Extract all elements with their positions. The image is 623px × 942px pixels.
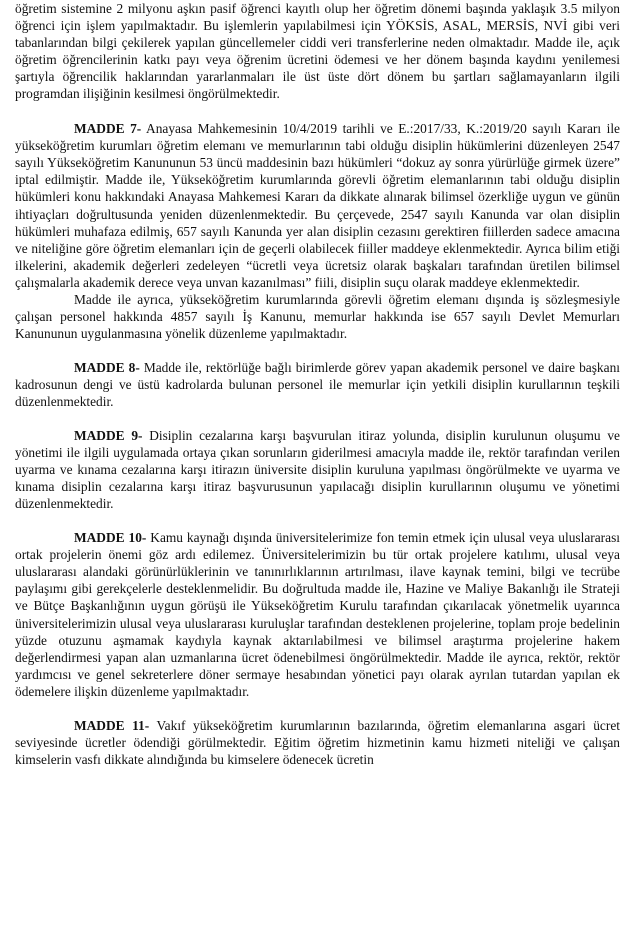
document-body xyxy=(15,0,621,768)
spacer xyxy=(42,410,620,427)
madde-10-heading: MADDE 10- xyxy=(74,530,147,546)
madde-8-heading: MADDE 8- xyxy=(74,359,140,375)
madde-7-paragraph-2: Madde ile ayrıca, yükseköğretim kurumlarında görevli öğretim elemanı dışında iş sözleşmesiyle çalışan personel hakkında 4857 sayılı İş Kanunu, memurlar hakkında ise 657 sayılı Devlet Memurları Kanununun uygulanmasına yönelik düzenleme yapılmaktadır. xyxy=(15,291,620,341)
madde-8-text: Madde ile, rektörlüğe bağlı birimlerde görev yapan akademik personel ve daire başkanı kadrosunun dengi ve üstü kadrolarda bulunan personel ile memurlar için yetkili disiplin kurullarının teşkili düzenlenmektedir. xyxy=(15,359,620,409)
madde-9-text: Disiplin cezalarına karşı başvurulan itiraz yolunda, disiplin kurulunun oluşumu ve yönetimi ile ilgili uygulamada ortaya çıkan sorunların giderilmesi amacıyla madde ile, rektör tarafından verilen uyarma ve kınama cezalarına karşı itirazın üniversite disiplin kuruluna yapılması öngörülmekte ve uyarma ve kınama disiplin cezalarına karşı itiraz başvurusunun yapılacağı disiplin kurullarının oluşumu ve yönetimi düzenlenmektedir. xyxy=(15,428,620,512)
madde-7-text: Anayasa Mahkemesinin 10/4/2019 tarihli ve E.:2017/33, K.:2019/20 sayılı Kararı ile yükseköğretim kurumları öğretim elemanı ve memurlarının tabi olduğu disiplin hükümlerini düzenleyen 2547 sayılı Yükseköğretim Kanununun 53 üncü maddesinin bazı hükümleri “dokuz ay sonra yürürlüğe girmek üzere” iptal edilmiştir. Madde ile, Yükseköğretim kurumlarında görevli öğretim elemanlarının tabi olduğu disiplin hükümleri konu hakkındaki Anayasa Mahkemesi Kararı da dikkate alınarak bilimsel özerkliğe uygun ve günün ihtiyaçları doğrultusunda yeniden düzenlenmektedir. Bu çerçevede, 2547 sayılı Kanunda var olan disiplin hükümleri muhafaza edilmiş, 657 sayılı Kanunda yer alan disiplin cezasını gerektiren fiillerden sadece amacına ve niteliğine göre öğretim elemanları için de geçerli olabilecek fiiller maddeye eklenmektedir. Ayrıca bilim etiği ilkelerini, akademik değerleri zedeleyen “ücretli veya ücretsiz olarak başkaları tarafından üretilen bilimsel çalışmalarla akademik derece veya unvan kazanılması” fiili, disiplin suçu olarak maddeye eklenmektedir. xyxy=(15,121,621,290)
madde-10-text: Kamu kaynağı dışında üniversitelerimize fon temin etmek için ulusal veya uluslararası ortak projelerin önemi göz ardı edilemez. Üniversitelerimizin bu tür ortak projelere katılımı, ulusal veya uluslararası alandaki görünürlüklerinin ve tanınırlıklarının artırılması, ilave kaynak temini, bilgi ve tecrübe paylaşımı gibi gerekçelerle desteklenmelidir. Bu doğrultuda madde ile, Hazine ve Maliye Bakanlığı ile Strateji ve Bütçe Başkanlığının uygun görüşü ile Yükseköğretim Kurulu tarafından çıkarılacak yönetmelik uyarınca üniversitelerimizin ulusal veya uluslararası kuruluşlar tarafından desteklenen projelerine, toplam proje bedelinin yüzde otuzunu aşmamak kaydıyla kaynak aktarılabilmesi ve bilimsel araştırma projelerine hakem değerlendirmesi yapan alan uzmanlarına ücret ödenebilmesi öngörülmektedir. Madde ile ayrıca, rektör, rektör yardımcısı ve genel sekreterlere döner sermaye hesabından yönetici payı olarak ayrılan tutardan yapılan ek ödemelere ilişkin düzenleme yapılmaktadır. xyxy=(15,530,621,699)
madde-7-heading: MADDE 7- xyxy=(74,121,142,137)
madde-10-paragraph xyxy=(15,529,620,699)
madde-9-heading: MADDE 9- xyxy=(74,428,143,444)
spacer xyxy=(42,700,620,717)
madde-11-paragraph xyxy=(15,717,620,768)
madde-9-paragraph xyxy=(15,427,620,512)
madde-8-paragraph xyxy=(15,359,620,410)
spacer xyxy=(42,102,620,120)
madde-7-paragraph xyxy=(15,120,620,290)
madde-11-text: Vakıf yükseköğretim kurumlarının bazılarında, öğretim elemanlarına asgari ücret seviyesinde ücretler ödendiği görülmektedir. Eğitim öğretim hizmetinin kamu hizmeti niteliği ve çalışan kimselerin vasfı dikkate alındığında bu kimselere ödenecek ücretin xyxy=(15,717,620,767)
spacer xyxy=(42,342,620,359)
madde-11-heading: MADDE 11- xyxy=(74,717,150,733)
intro-paragraph: öğretim sistemine 2 milyonu aşkın pasif öğrenci kayıtlı olup her öğretim dönemi başında yaklaşık 3.5 milyon öğrenci için işlem yapılmaktadır. Bu işlemlerin yapılabilmesi için YÖKSİS, ASAL, MERSİS, NVİ gibi veri tabanlarından bilgi çekilerek yapılan güncellemeler ciddi veri transferlerine neden olmaktadır. Madde ile, açık öğretim öğrencilerinin katkı payı veya öğrenim ücretini ödemesi ve her dönem başında kaydını yenilemesi şartıyla öğrencilik haklarından yararlanmaları ile üst üste dört dönem bu şartları sağlamayanların ilgili programdan ilişiğinin kesilmesi öngörülmektedir. xyxy=(15,1,620,102)
spacer xyxy=(42,512,620,529)
